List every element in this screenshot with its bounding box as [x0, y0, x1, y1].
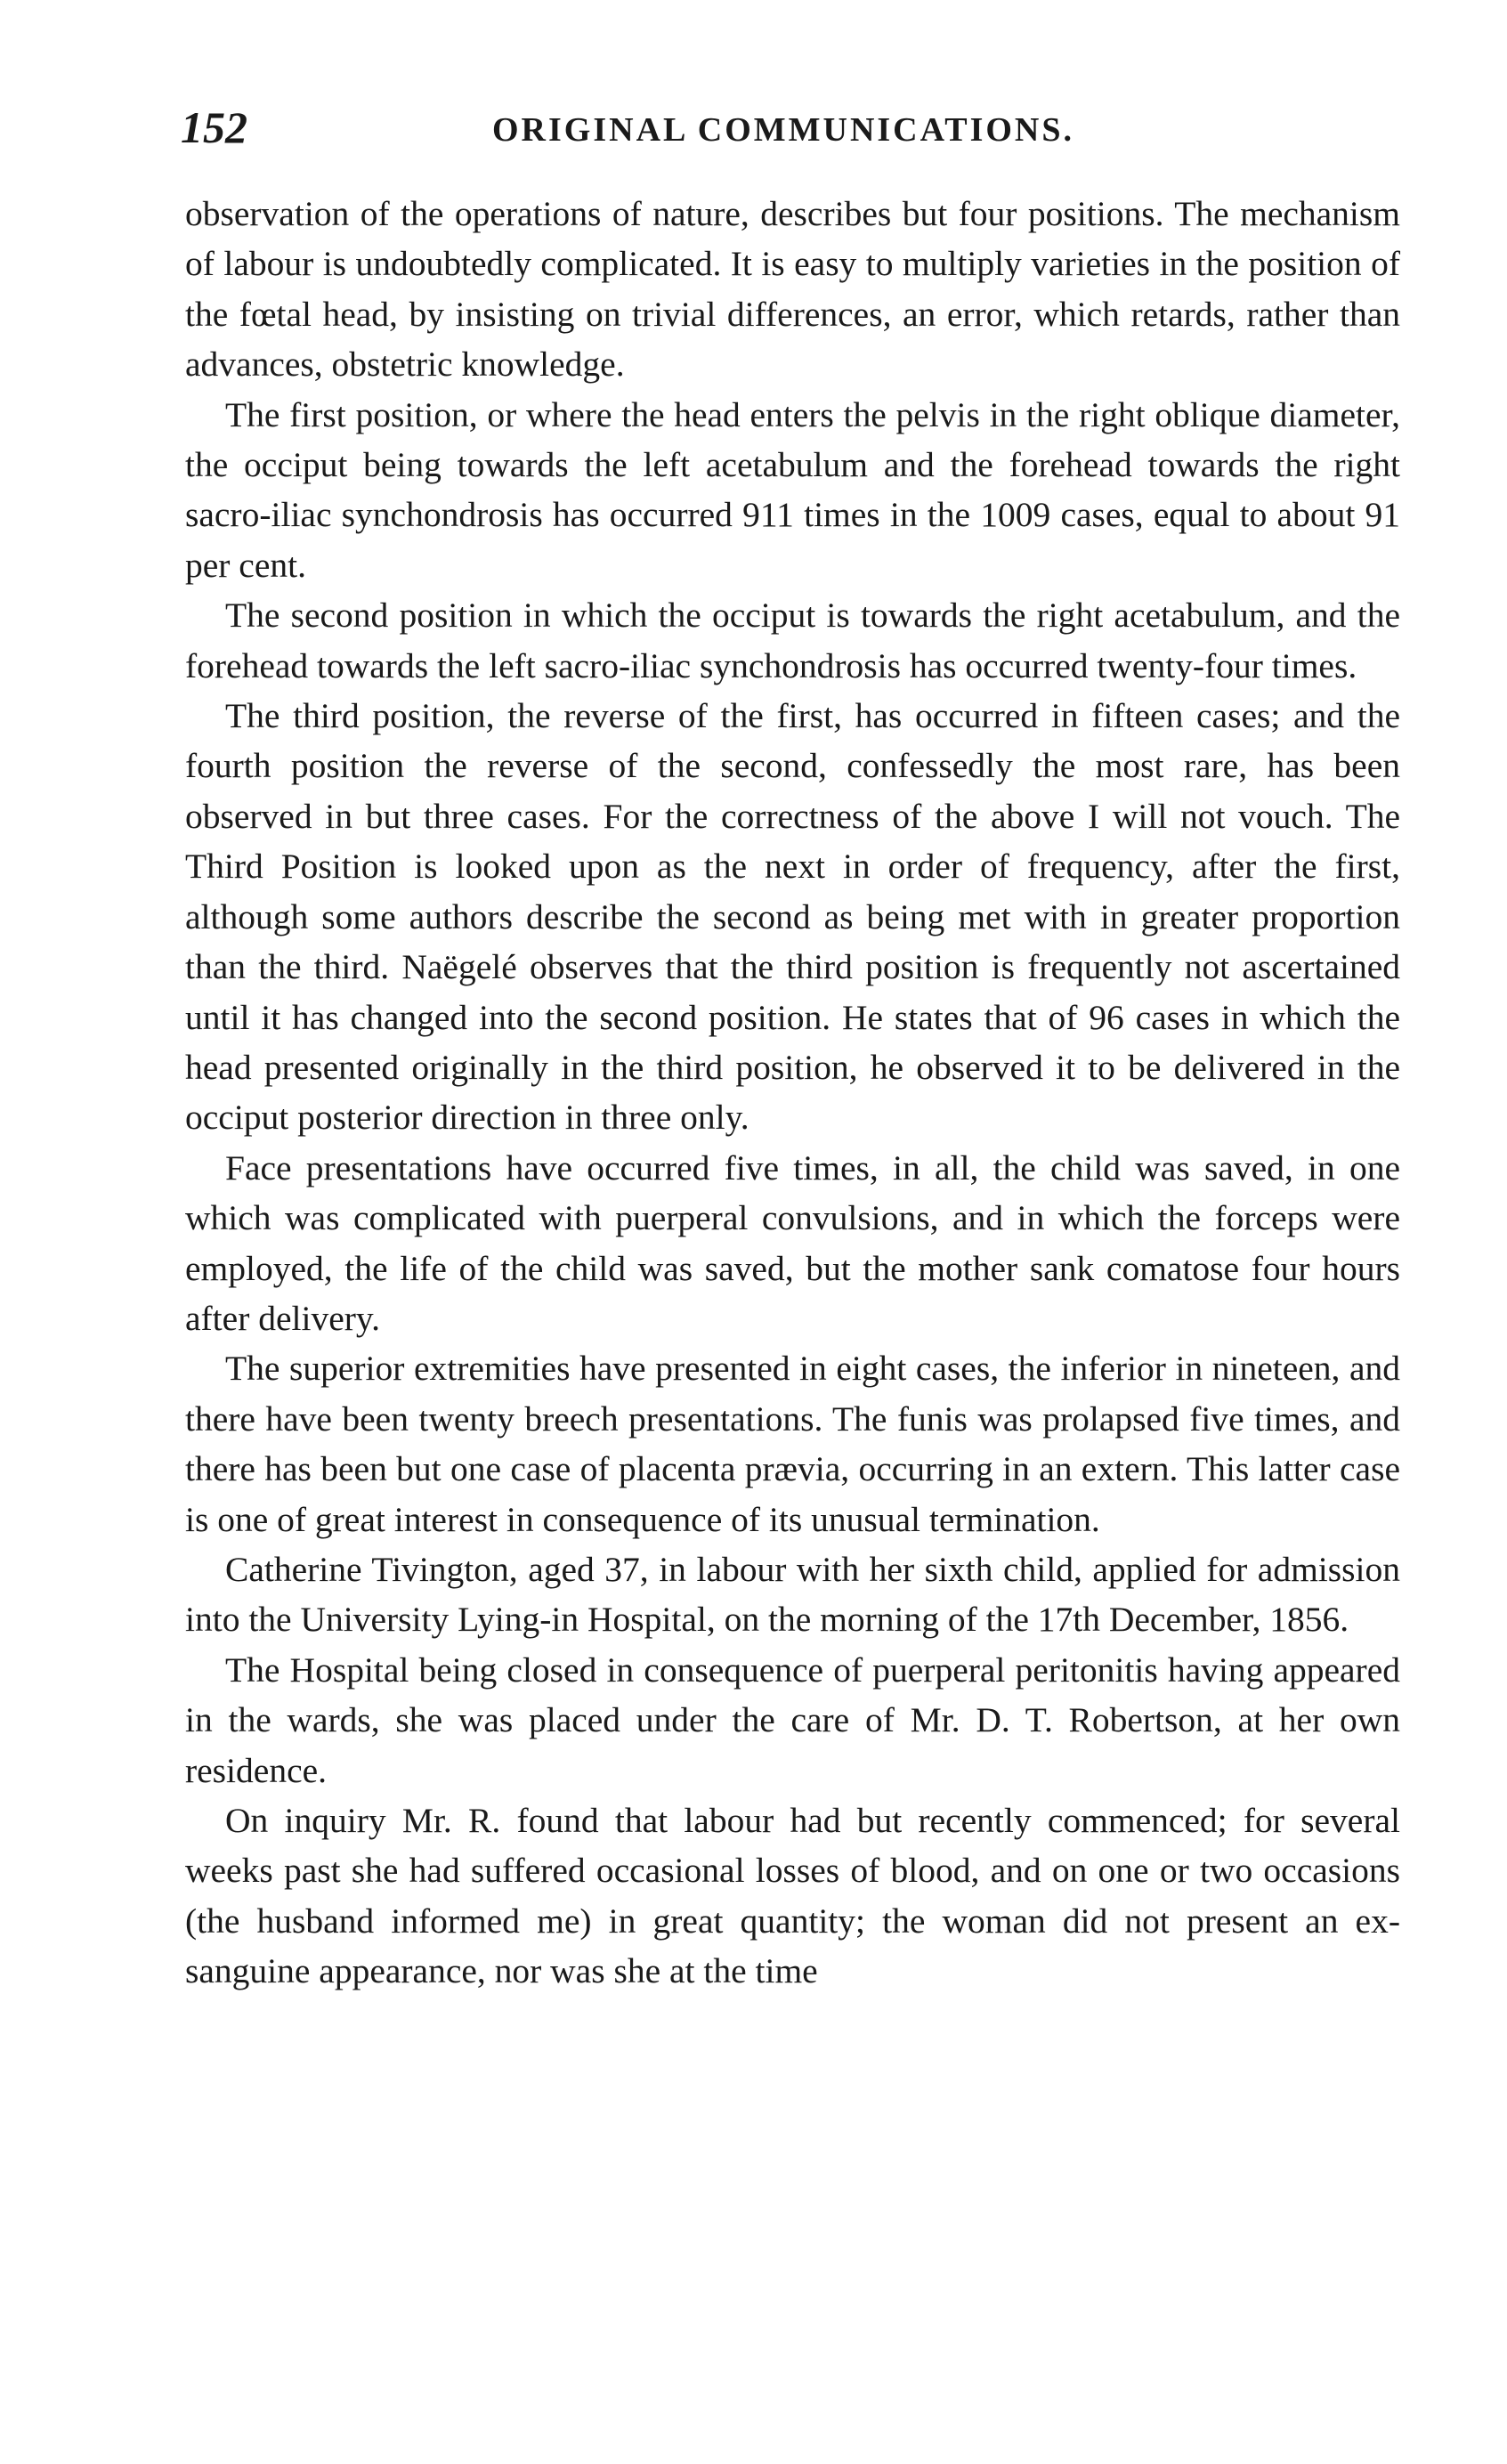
paragraph-first-position: The first position, or where the head enters the pelvis in the right oblique diameter, the occiput being towards the left acetabulum and the forehead towards the right sacro-iliac synchondrosis has occurred 911 times in the 1009 cases, equal to about 91 per cent.: [185, 394, 1400, 585]
paragraph-hospital-closed: The Hospital being closed in consequence of puerperal peritonitis having appeared in the wards, she was placed under the care of Mr. D. T. Robertson, at her own residence.: [185, 1649, 1400, 1790]
body-text: [185, 189, 1400, 1997]
paragraph-second-position: The second position in which the occiput is towards the right acetabulum, and the forehead towards the left sacro-iliac synchondrosis has occurred twenty-four times.: [185, 596, 1400, 685]
paragraph-inquiry: On inquiry Mr. R. found that labour had but recently commenced; for several weeks past she had suffered occasional losses of blood, and on one or two occasions (the husband informed me) in great quantity; the woman did not present an ex-sanguine appearance, nor was she at the time: [185, 1801, 1400, 1991]
page-header: [181, 96, 1382, 158]
paragraph-third-fourth-position: The third position, the reverse of the first, has occurred in fifteen cases; and the fourth position the reverse of the second, confessedly the most rare, has been observed in but three cases. For the correctness of the above I will not vouch. The Third Position is looked upon as the next in order of frequency, after the first, although some authors describe the second as being met with in greater proportion than the third. Naëgelé observes that the third position is frequently not ascertained until it has changed into the second position. He states that of 96 cases in which the head presented originally in the third position, he observed it to be delivered in the occiput posterior direction in three only.: [185, 696, 1400, 1138]
paragraph-continuation: observation of the operations of nature, describes but four positions. The mechanism of labour is undoubtedly complicated. It is easy to multiply varieties in the position of the fœtal head, by insisting on trivial differences, an error, which retards, rather than advances, obstetric knowledge.: [185, 194, 1400, 385]
paragraph-case-intro: Catherine Tivington, aged 37, in labour with her sixth child, applied for admission into the University Lying-in Hospital, on the morning of the 17th December, 1856.: [185, 1549, 1400, 1640]
paragraph-face-presentations: Face presentations have occurred five times, in all, the child was saved, in one which was complicated with puerperal convulsions, and in which the forceps were employed, the life of the child was saved, but the mother sank comatose four hours after delivery.: [185, 1147, 1400, 1338]
running-head: ORIGINAL COMMUNICATIONS.: [492, 111, 1075, 149]
page-number: 152: [181, 102, 247, 152]
paragraph-extremities: The superior extremities have presented in eight cases, the inferior in nineteen, and there have been twenty breech presentations. The funis was prolapsed five times, and there has been but one case of placenta prævia, occurring in an extern. This latter case is one of great interest in consequence of its unusual termination.: [185, 1349, 1400, 1539]
